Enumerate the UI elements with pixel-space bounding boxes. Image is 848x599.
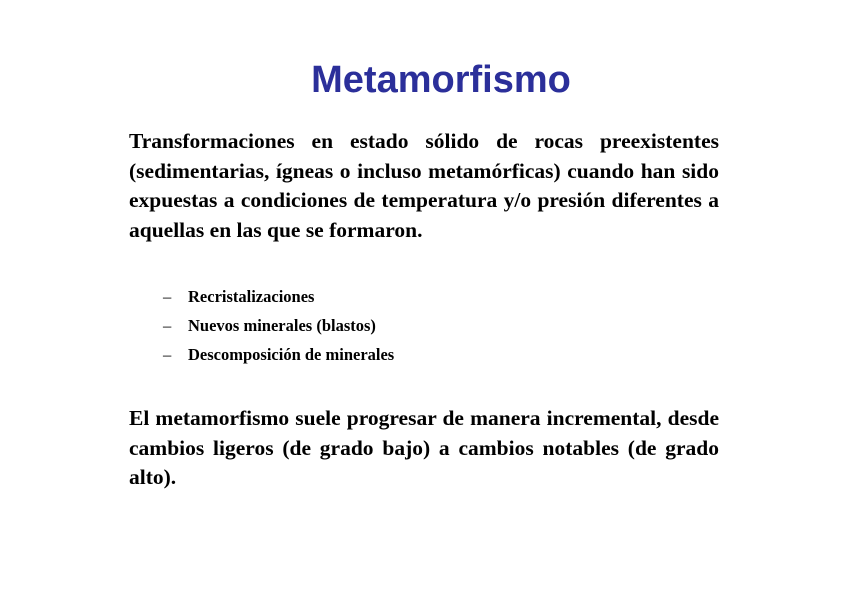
list-item <box>163 282 394 311</box>
definition-paragraph: Transformaciones en estado sólido de rocas preexistentes (sedimentarias, ígneas o incluso metamórficas) cuando han sido expuestas a condiciones de temperatura y/o presión diferentes a aquellas en las que se formaron. <box>129 129 719 242</box>
bullet-dash: – <box>163 287 172 306</box>
list-item <box>163 340 394 369</box>
bullet-dash: – <box>163 345 172 364</box>
slide-title: Metamorfismo <box>311 59 571 101</box>
list-item-text: Descomposición de minerales <box>188 345 395 364</box>
progression-paragraph: El metamorfismo suele progresar de manera incremental, desde cambios ligeros (de grado bajo) a cambios notables (de grado alto). <box>129 406 719 489</box>
process-list <box>163 282 394 369</box>
list-item-text: Nuevos minerales (blastos) <box>188 316 376 335</box>
list-item <box>163 311 394 340</box>
bullet-dash: – <box>163 316 172 335</box>
list-item-text: Recristalizaciones <box>188 287 315 306</box>
